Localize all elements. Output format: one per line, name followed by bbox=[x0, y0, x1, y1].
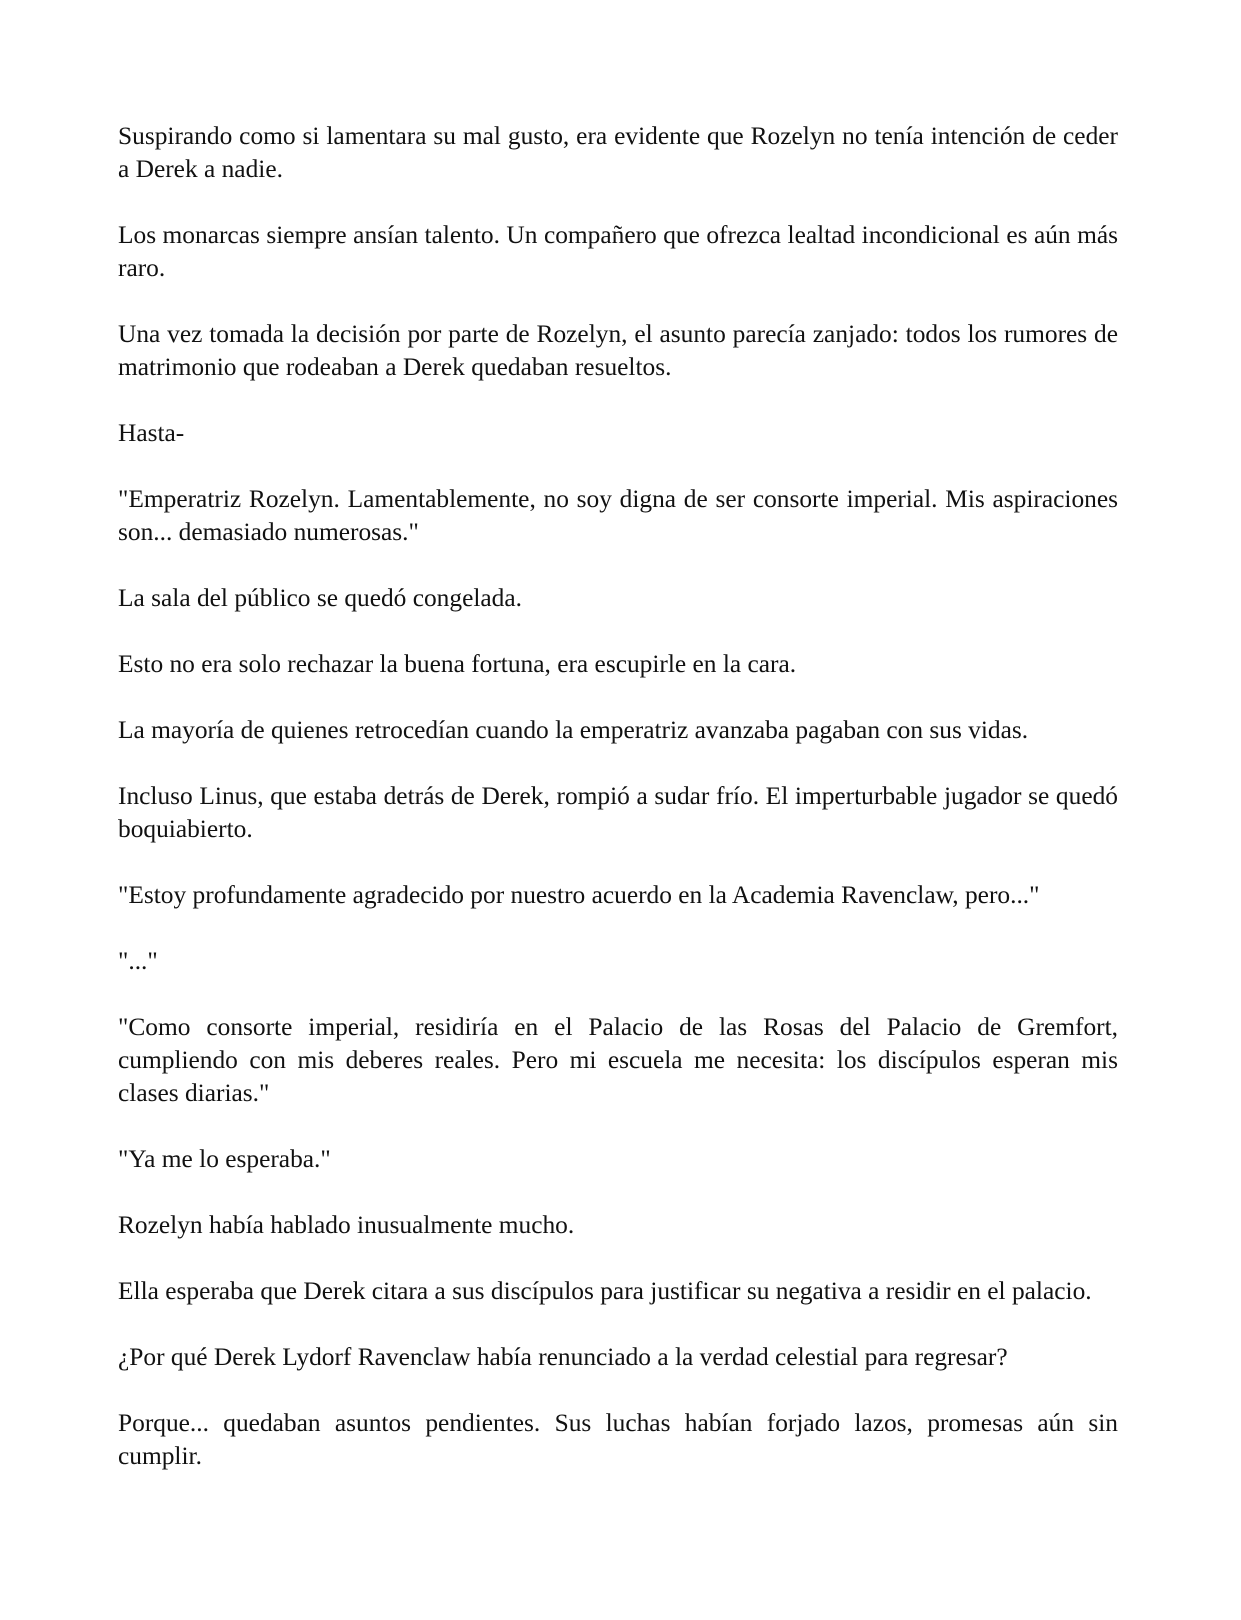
paragraph: "Estoy profundamente agradecido por nuestro acuerdo en la Academia Ravenclaw, pero..." bbox=[118, 881, 1040, 909]
paragraph: La mayoría de quienes retrocedían cuando la emperatriz avanzaba pagaban con sus vidas. bbox=[118, 716, 1029, 744]
paragraph: Ella esperaba que Derek citara a sus discípulos para justificar su negativa a residir en el palacio. bbox=[118, 1277, 1092, 1305]
paragraph: Incluso Linus, que estaba detrás de Derek, rompió a sudar frío. El imperturbable jugador se quedó boquiabierto. bbox=[118, 782, 1118, 843]
paragraph: ¿Por qué Derek Lydorf Ravenclaw había renunciado a la verdad celestial para regresar? bbox=[118, 1343, 1008, 1371]
paragraph: "Emperatriz Rozelyn. Lamentablemente, no soy digna de ser consorte imperial. Mis aspiraciones son... demasiado numerosas." bbox=[118, 485, 1118, 546]
paragraph: Porque... quedaban asuntos pendientes. Sus luchas habían forjado lazos, promesas aún sin cumplir. bbox=[118, 1409, 1118, 1470]
paragraph: Esto no era solo rechazar la buena fortuna, era escupirle en la cara. bbox=[118, 650, 797, 678]
paragraph: Suspirando como si lamentara su mal gusto, era evidente que Rozelyn no tenía intención de ceder a Derek a nadie. bbox=[118, 122, 1118, 183]
text-body bbox=[118, 120, 1118, 1473]
paragraph: Rozelyn había hablado inusualmente mucho. bbox=[118, 1211, 575, 1239]
paragraph: "..." bbox=[118, 947, 158, 975]
paragraph: "Como consorte imperial, residiría en el Palacio de las Rosas del Palacio de Gremfort, cumpliendo con mis deberes reales. Pero mi escuela me necesita: los discípulos esperan mis clases diarias." bbox=[118, 1013, 1118, 1107]
paragraph: "Ya me lo esperaba." bbox=[118, 1145, 331, 1173]
paragraph: Hasta- bbox=[118, 419, 185, 447]
paragraph: La sala del público se quedó congelada. bbox=[118, 584, 522, 612]
paragraph: Una vez tomada la decisión por parte de Rozelyn, el asunto parecía zanjado: todos los rumores de matrimonio que rodeaban a Derek quedaban resueltos. bbox=[118, 320, 1118, 381]
paragraph: Los monarcas siempre ansían talento. Un compañero que ofrezca lealtad incondicional es aún más raro. bbox=[118, 221, 1118, 282]
